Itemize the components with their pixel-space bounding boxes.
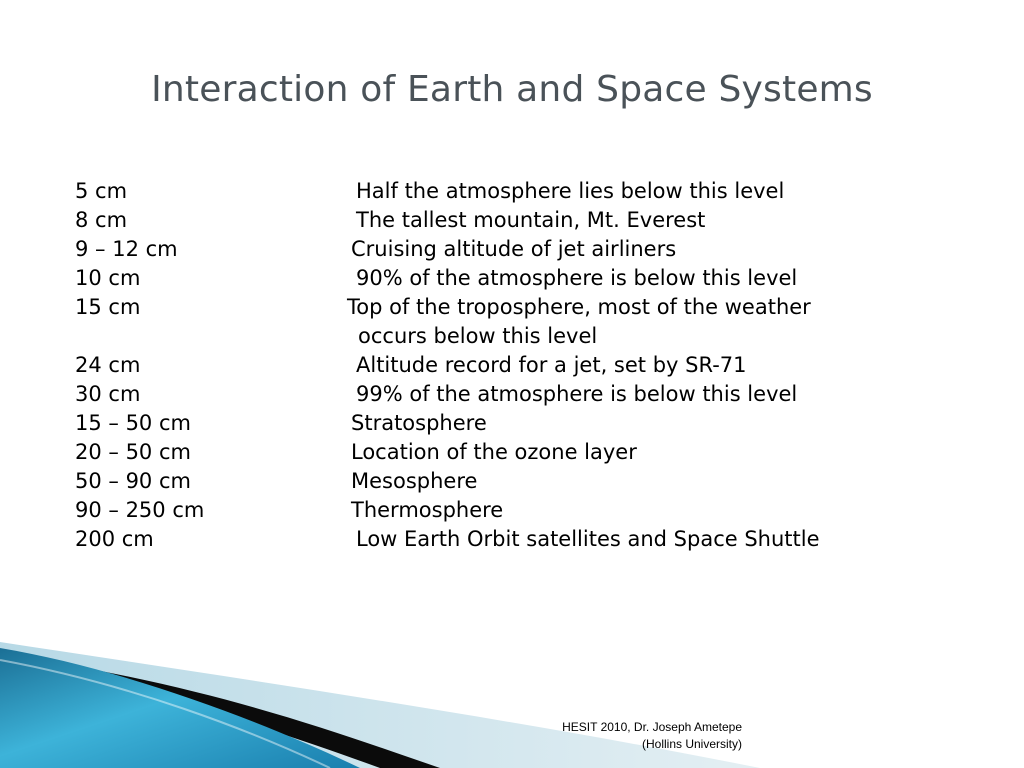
distance-cell: 15 cm (75, 295, 141, 319)
description-cell: The tallest mountain, Mt. Everest (356, 208, 706, 232)
distance-cell: 8 cm (75, 208, 128, 232)
description-cell: occurs below this level (358, 324, 598, 348)
description-cell: Cruising altitude of jet airliners (351, 237, 677, 261)
description-cell: Location of the ozone layer (351, 440, 637, 464)
distance-cell: 10 cm (75, 266, 141, 290)
distance-cell: 50 – 90 cm (75, 469, 191, 493)
description-cell: 90% of the atmosphere is below this level (356, 266, 798, 290)
slide-footer (562, 719, 742, 753)
description-cell: 99% of the atmosphere is below this level (356, 382, 798, 406)
footer-line-author: HESIT 2010, Dr. Joseph Ametepe (562, 720, 742, 734)
distance-cell: 20 – 50 cm (75, 440, 191, 464)
description-cell: Half the atmosphere lies below this level (356, 179, 785, 203)
slide-title: Interaction of Earth and Space Systems (151, 69, 873, 110)
distance-cell: 15 – 50 cm (75, 411, 191, 435)
distance-cell: 5 cm (75, 179, 128, 203)
description-cell: Low Earth Orbit satellites and Space Shuttle (356, 527, 820, 551)
description-cell: Thermosphere (351, 498, 504, 522)
description-cell: Top of the troposphere, most of the weather (347, 295, 811, 319)
distance-cell: 9 – 12 cm (75, 237, 178, 261)
footer-line-affiliation: (Hollins University) (641, 737, 742, 751)
description-cell: Stratosphere (351, 411, 487, 435)
distance-cell: 30 cm (75, 382, 141, 406)
distance-cell: 200 cm (75, 527, 154, 551)
distance-cell: 90 – 250 cm (75, 498, 205, 522)
distance-cell: 24 cm (75, 353, 141, 377)
description-cell: Altitude record for a jet, set by SR-71 (356, 353, 747, 377)
description-cell: Mesosphere (351, 469, 478, 493)
